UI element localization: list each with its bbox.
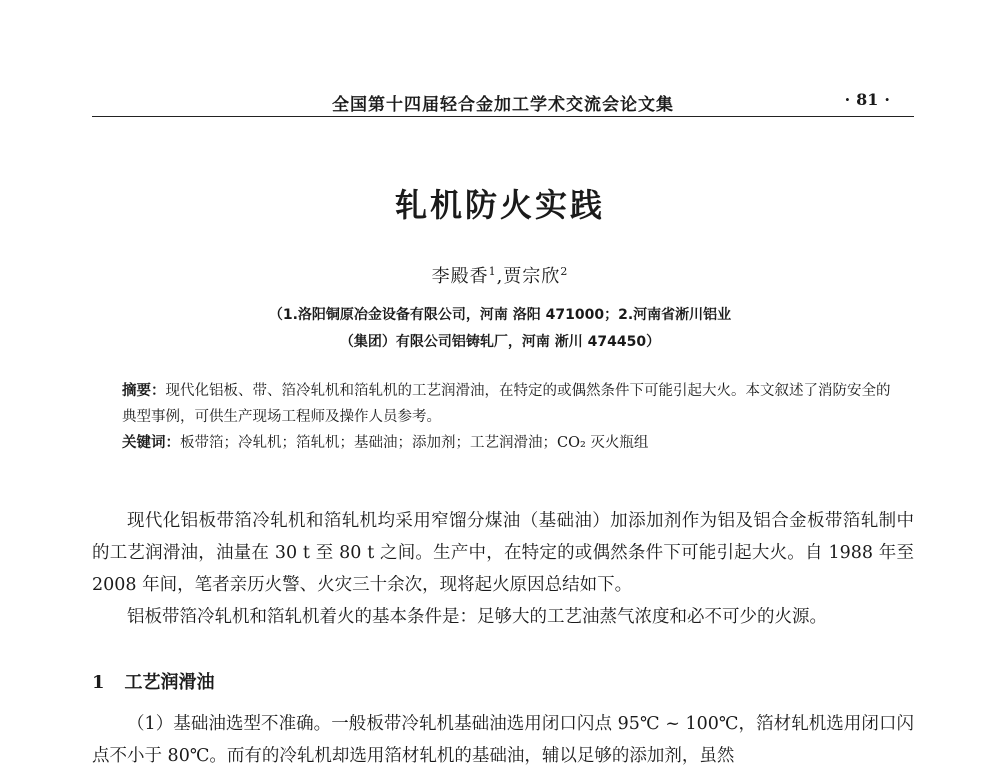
author-separator: ,	[496, 266, 504, 287]
page-dot-right: ·	[884, 90, 890, 109]
abstract	[122, 378, 892, 430]
affiliation-line-2: （集团）有限公司铝铸轧厂，河南 淅川 474450）	[339, 334, 661, 350]
section-number: 1	[92, 672, 105, 693]
section-body	[92, 708, 914, 772]
paragraph: 铝板带箔冷轧机和箔轧机着火的基本条件是：足够大的工艺油蒸气浓度和必不可少的火源。	[127, 607, 827, 627]
abstract-text: 现代化铝板、带、箔冷轧机和箔轧机的工艺润滑油，在特定的或偶然条件下可能引起大火。本文叙述了消防安全的典型事例，可供生产现场工程师及操作人员参考。	[122, 383, 891, 425]
author-list	[0, 262, 1000, 288]
article-title: 轧机防火实践	[394, 186, 605, 224]
running-header	[92, 90, 914, 117]
page-number	[839, 90, 896, 109]
journal-title: 全国第十四届轻合金加工学术交流会论文集	[332, 95, 674, 115]
paragraph: （1）基础油选型不准确。一般板带冷轧机基础油选用闭口闪点 95℃ ~ 100℃，箔材轧机选用闭口闪点不小于 80℃。而有的冷轧机却选用箔材轧机的基础油，辅以足够的添加剂，虽然	[92, 714, 914, 766]
page-dot-left: ·	[844, 90, 851, 109]
affiliation-line-1: （1.洛阳铜原冶金设备有限公司，河南 洛阳 471000；2.河南省淅川铝业	[268, 307, 732, 323]
abstract-block	[122, 378, 892, 456]
keywords	[122, 430, 892, 456]
keywords-label: 关键词：	[122, 435, 180, 451]
abstract-label: 摘要：	[122, 383, 166, 399]
section-heading	[92, 668, 215, 694]
author-affiliation-mark: 2	[560, 265, 569, 278]
author-name: 贾宗欣	[503, 266, 561, 287]
keywords-text: 板带箔；冷轧机；箔轧机；基础油；添加剂；工艺润滑油；CO₂ 灭火瓶组	[180, 435, 649, 451]
section-title: 工艺润滑油	[124, 672, 215, 693]
body-intro	[92, 505, 914, 633]
author-name: 李殿香	[431, 266, 489, 287]
page-number-value: 81	[856, 90, 879, 109]
paragraph: 现代化铝板带箔冷轧机和箔轧机均采用窄馏分煤油（基础油）加添加剂作为铝及铝合金板带箔轧制中的工艺润滑油，油量在 30 t 至 80 t 之间。生产中，在特定的或偶然条件下可能引起大火。自 1988 年至 2008 年间，笔者亲历火警、火灾三十余次，现将起火原因总结如下。	[92, 511, 914, 595]
author-affiliation-mark: 1	[488, 265, 497, 278]
